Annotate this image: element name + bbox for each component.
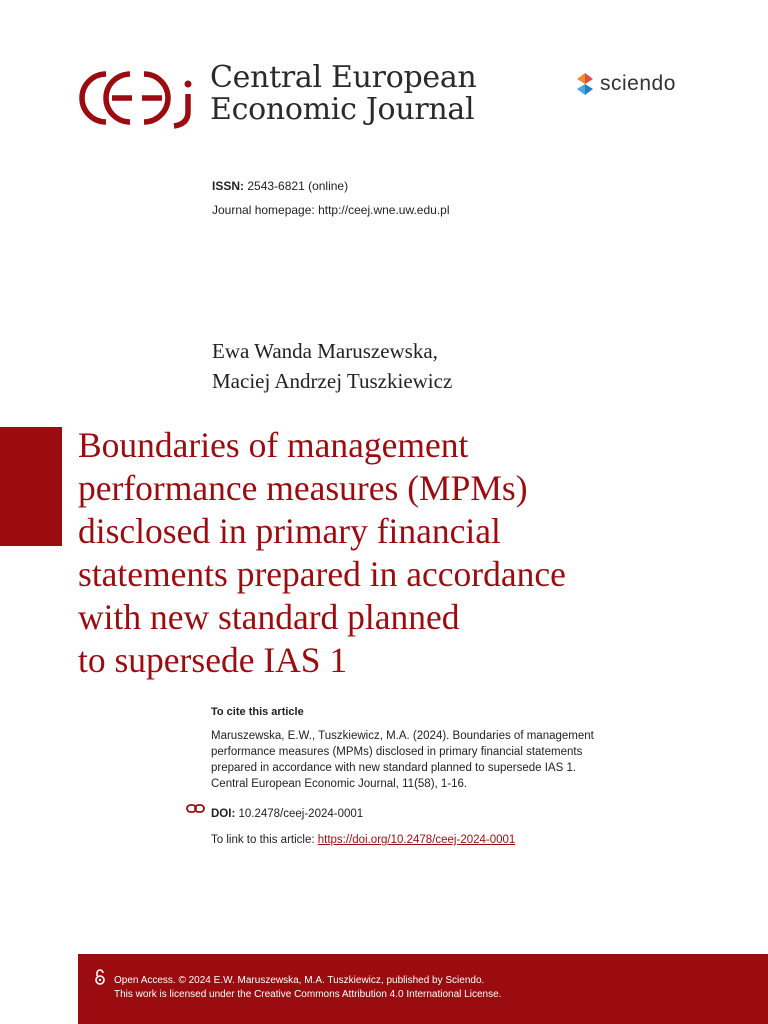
- title-line: disclosed in primary financial: [78, 511, 501, 551]
- citation-line: Maruszewska, E.W., Tuszkiewicz, M.A. (2024). Boundaries of management: [211, 730, 594, 742]
- publisher-name: sciendo: [600, 72, 676, 95]
- journal-meta: [212, 174, 450, 222]
- open-access-lock-icon: [94, 969, 106, 985]
- article-doi-link[interactable]: https://doi.org/10.2478/ceej-2024-0001: [317, 834, 516, 846]
- citation-line: prepared in accordance with new standard planned to supersede IAS 1.: [211, 762, 577, 774]
- title-line: to supersede IAS 1: [78, 640, 348, 680]
- journal-logo: [76, 62, 496, 132]
- citation-line: performance measures (MPMs) disclosed in primary financial statements: [211, 746, 583, 758]
- ceej-logo-icon: [76, 66, 200, 130]
- journal-name-line1: Central European: [210, 60, 477, 95]
- doi-value: 10.2478/ceej-2024-0001: [238, 808, 364, 820]
- doi-label: DOI:: [211, 808, 236, 820]
- accent-bar: [0, 427, 62, 546]
- issn-value: 2543-6821 (online): [247, 179, 349, 193]
- title-line: statements prepared in accordance: [78, 554, 566, 594]
- publisher-logo: [576, 72, 676, 96]
- citation-heading: To cite this article: [211, 706, 304, 718]
- article-title: [78, 424, 758, 682]
- journal-name-line2: Economic Journal: [210, 92, 475, 127]
- sciendo-s-icon: [576, 72, 594, 96]
- title-line: with new standard planned: [78, 597, 460, 637]
- authors: [212, 336, 452, 396]
- title-line: Boundaries of management: [78, 425, 469, 465]
- journal-homepage: Journal homepage: http://ceej.wne.uw.edu.pl: [212, 203, 450, 217]
- journal-name: [210, 62, 476, 126]
- doi: [211, 808, 363, 820]
- license-text: [114, 974, 501, 1002]
- license-line-1: Open Access. © 2024 E.W. Maruszewska, M.A. Tuszkiewicz, published by Sciendo.: [114, 975, 485, 986]
- license-line-2: This work is licensed under the Creative Commons Attribution 4.0 International License.: [114, 989, 502, 1000]
- author-line-1: Ewa Wanda Maruszewska,: [212, 339, 438, 363]
- citation-line: Central European Economic Journal, 11(58), 1-16.: [211, 778, 468, 790]
- issn-label: ISSN:: [212, 179, 245, 193]
- link-icon: [186, 802, 206, 816]
- issn: [212, 174, 450, 198]
- title-line: performance measures (MPMs): [78, 468, 528, 508]
- article-link-label: To link to this article:: [211, 834, 315, 846]
- citation-block: [211, 706, 671, 792]
- article-link-row: [211, 834, 515, 846]
- author-line-2: Maciej Andrzej Tuszkiewicz: [212, 369, 453, 393]
- citation-text: [211, 728, 671, 792]
- license-footer: [78, 954, 768, 1024]
